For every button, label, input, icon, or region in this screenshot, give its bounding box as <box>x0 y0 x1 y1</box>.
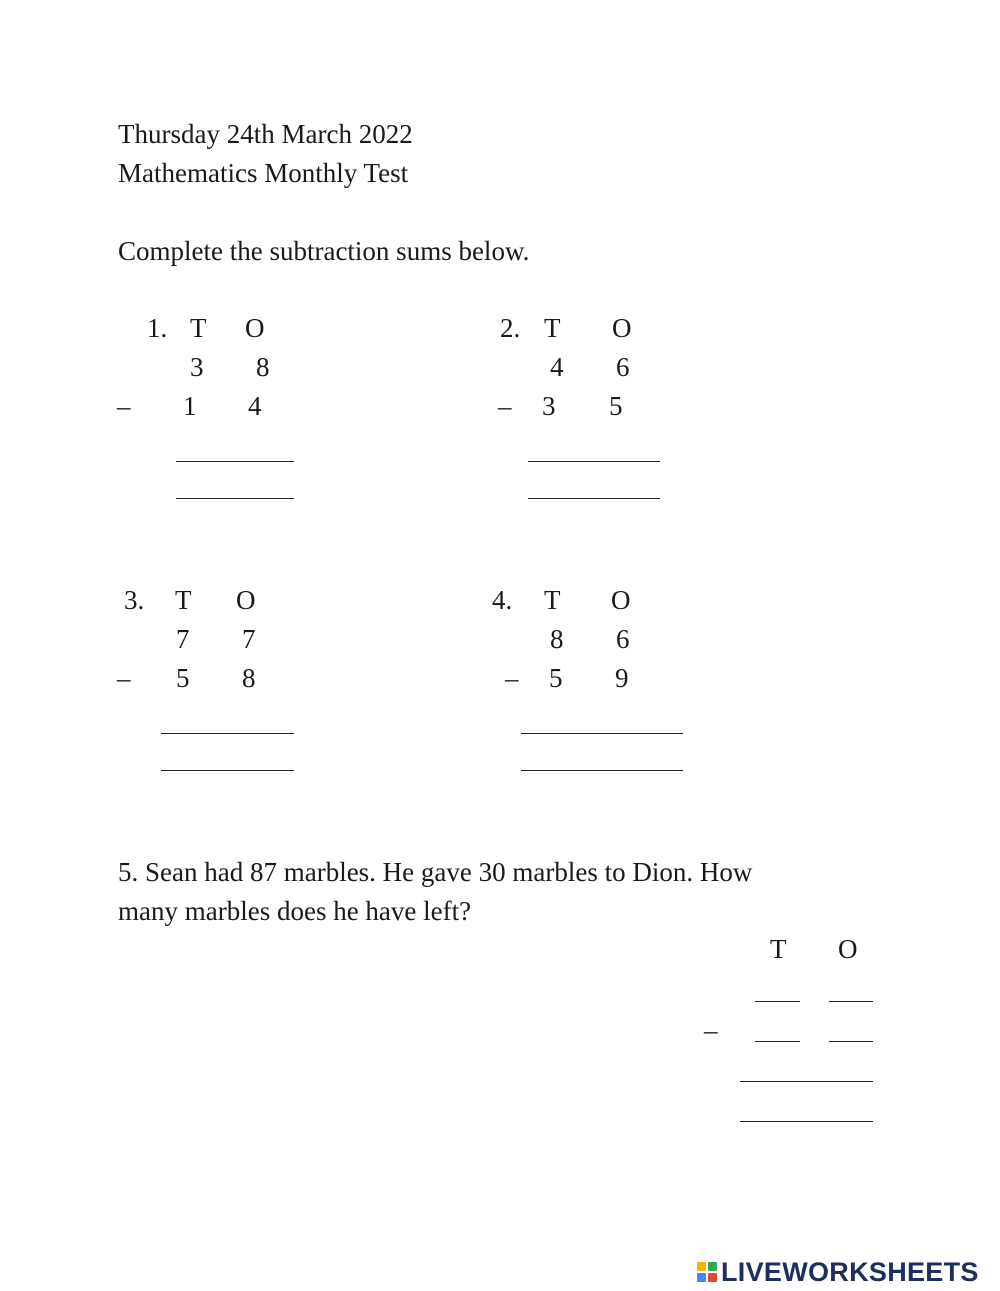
ones-header: O <box>612 313 632 343</box>
minus-sign: – <box>117 391 131 421</box>
top-tens-digit: 3 <box>190 352 204 382</box>
answer-line <box>521 770 683 771</box>
instructions: Complete the subtraction sums below. <box>118 236 530 266</box>
answer-field-2[interactable] <box>521 736 683 770</box>
answer-line <box>176 498 294 499</box>
top-ones-digit: 8 <box>256 352 270 382</box>
problem-number: 3. <box>124 585 145 615</box>
tens-header: T <box>544 313 561 343</box>
top-tens-field[interactable] <box>755 967 800 1001</box>
top-ones-digit: 7 <box>242 624 256 654</box>
bottom-tens-digit: 5 <box>176 663 190 693</box>
bottom-ones-digit: 8 <box>242 663 256 693</box>
tens-header: T <box>175 585 192 615</box>
answer-line <box>161 733 294 734</box>
bottom-tens-digit: 5 <box>549 663 563 693</box>
answer-field-2[interactable] <box>161 736 294 770</box>
minus-sign: – <box>117 663 131 693</box>
answer-field-2[interactable] <box>740 1087 873 1121</box>
ones-header: O <box>838 934 858 964</box>
answer-field-1[interactable] <box>740 1047 873 1081</box>
answer-line <box>161 770 294 771</box>
minus-sign: – <box>498 391 512 421</box>
bottom-ones-digit: 9 <box>615 663 629 693</box>
top-tens-digit: 4 <box>550 352 564 382</box>
minus-sign: – <box>505 663 519 693</box>
answer-line <box>528 498 660 499</box>
answer-field-1[interactable] <box>176 427 294 461</box>
ones-header: O <box>236 585 256 615</box>
ones-header: O <box>611 585 631 615</box>
answer-line <box>740 1121 873 1122</box>
logo-blocks-icon <box>697 1262 717 1282</box>
test-date: Thursday 24th March 2022 <box>118 119 413 149</box>
minus-sign: – <box>704 1015 718 1045</box>
answer-line <box>528 461 660 462</box>
bottom-tens-digit: 1 <box>183 391 197 421</box>
top-ones-digit: 6 <box>616 624 630 654</box>
bottom-ones-field[interactable] <box>829 1007 873 1041</box>
bottom-tens-digit: 3 <box>542 391 556 421</box>
answer-line <box>740 1081 873 1082</box>
logo-wordmark: LIVEWORKSHEETS <box>721 1256 979 1287</box>
ones-header: O <box>245 313 265 343</box>
problem-number: 2. <box>500 313 521 343</box>
answer-line <box>521 733 683 734</box>
answer-line <box>829 1041 873 1042</box>
answer-field-2[interactable] <box>176 464 294 498</box>
answer-line <box>755 1001 800 1002</box>
answer-field-1[interactable] <box>161 699 294 733</box>
word-problem-line-1: 5. Sean had 87 marbles. He gave 30 marbles to Dion. How <box>118 857 753 887</box>
word-problem-line-2: many marbles does he have left? <box>118 896 472 926</box>
problem-number: 1. <box>147 313 168 343</box>
bottom-tens-field[interactable] <box>755 1007 800 1041</box>
top-tens-digit: 8 <box>550 624 564 654</box>
top-ones-digit: 6 <box>616 352 630 382</box>
liveworksheets-logo <box>697 1254 979 1290</box>
answer-line <box>829 1001 873 1002</box>
problem-number: 4. <box>492 585 513 615</box>
bottom-ones-digit: 4 <box>248 391 262 421</box>
top-tens-digit: 7 <box>176 624 190 654</box>
answer-line <box>755 1041 800 1042</box>
answer-field-1[interactable] <box>528 427 660 461</box>
bottom-ones-digit: 5 <box>609 391 623 421</box>
answer-field-1[interactable] <box>521 699 683 733</box>
top-ones-field[interactable] <box>829 967 873 1001</box>
tens-header: T <box>770 934 787 964</box>
tens-header: T <box>190 313 207 343</box>
tens-header: T <box>544 585 561 615</box>
answer-line <box>176 461 294 462</box>
test-title: Mathematics Monthly Test <box>118 158 409 188</box>
answer-field-2[interactable] <box>528 464 660 498</box>
